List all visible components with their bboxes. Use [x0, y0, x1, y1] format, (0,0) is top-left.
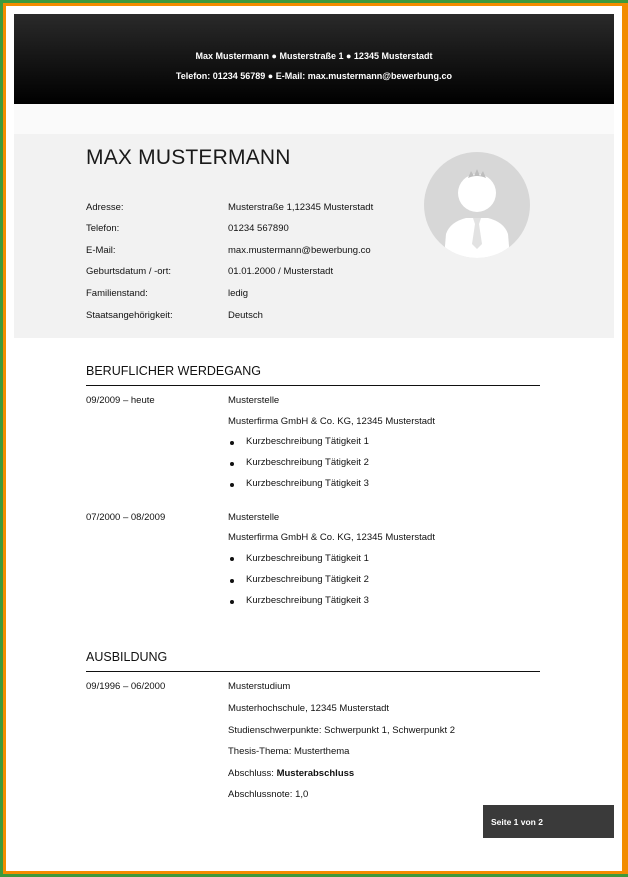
education-entry-1-thesis: Thesis-Thema: Musterthema [228, 746, 350, 757]
career-entry-1-period: 09/2009 – heute [86, 395, 155, 406]
contact-header [14, 14, 614, 104]
bullet-icon [230, 462, 234, 466]
career-section-rule [86, 385, 540, 386]
bullet-icon [230, 579, 234, 583]
page-number-text: Seite 1 von 2 [491, 817, 543, 827]
field-value-birth: 01.01.2000 / Musterstadt [228, 266, 334, 277]
education-entry-1-degree [228, 768, 354, 779]
frame-green-edge-top [0, 0, 628, 3]
career-entry-2-company: Musterfirma GmbH & Co. KG, 12345 Musterstadt [228, 532, 435, 543]
career-entry-2-position: Musterstelle [228, 512, 280, 523]
field-value-address: Musterstraße 1,12345 Musterstadt [228, 202, 374, 213]
bullet-icon [230, 557, 234, 561]
personal-data-section [14, 134, 614, 338]
degree-value: Musterabschluss [276, 768, 355, 779]
career-entry-2-bullet-1: Kurzbeschreibung Tätigkeit 1 [246, 553, 369, 564]
field-label-address: Adresse: [86, 202, 124, 213]
education-entry-1-program: Musterstudium [228, 681, 291, 692]
field-label-marital-status: Familienstand: [86, 288, 148, 299]
education-entry-1-focus: Studienschwerpunkte: Schwerpunkt 1, Schwerpunkt 2 [228, 725, 456, 736]
bullet-icon [230, 441, 234, 445]
career-entry-1-bullet-3: Kurzbeschreibung Tätigkeit 3 [246, 478, 369, 489]
header-contact-line-1: Max Mustermann ● Musterstraße 1 ● 12345 Musterstadt [195, 51, 433, 61]
user-silhouette-icon [424, 152, 530, 258]
career-entry-1-company: Musterfirma GmbH & Co. KG, 12345 Musterstadt [228, 416, 435, 427]
field-label-phone: Telefon: [86, 223, 120, 234]
page-number-badge [483, 805, 614, 838]
applicant-name: MAX MUSTERMANN [86, 146, 291, 169]
career-section-title: BERUFLICHER WERDEGANG [86, 364, 262, 378]
education-section-rule [86, 671, 540, 672]
career-entry-2-period: 07/2000 – 08/2009 [86, 512, 166, 523]
header-contact-line-2: Telefon: 01234 56789 ● E-Mail: max.mustermann@bewerbung.co [175, 71, 453, 81]
bullet-icon [230, 483, 234, 487]
education-entry-1-period: 09/1996 – 06/2000 [86, 681, 166, 692]
field-value-phone: 01234 567890 [228, 223, 289, 234]
career-entry-2-bullet-3: Kurzbeschreibung Tätigkeit 3 [246, 595, 369, 606]
career-entry-2-bullet-2: Kurzbeschreibung Tätigkeit 2 [246, 574, 369, 585]
field-value-nationality: Deutsch [228, 310, 263, 321]
education-entry-1-school: Musterhochschule, 12345 Musterstadt [228, 703, 390, 714]
education-section-title: AUSBILDUNG [86, 650, 168, 664]
field-label-birth: Geburtsdatum / -ort: [86, 266, 172, 277]
bullet-icon [230, 600, 234, 604]
header-spacer [14, 104, 614, 134]
career-entry-1-bullet-1: Kurzbeschreibung Tätigkeit 1 [246, 436, 369, 447]
cv-page [14, 14, 614, 863]
education-entry-1-grade: Abschlussnote: 1,0 [228, 789, 309, 800]
field-label-email: E-Mail: [86, 245, 116, 256]
career-entry-1-position: Musterstelle [228, 395, 280, 406]
frame-green-edge-left [0, 0, 3, 877]
field-value-email: max.mustermann@bewerbung.co [228, 245, 371, 256]
career-entry-1-bullet-2: Kurzbeschreibung Tätigkeit 2 [246, 457, 369, 468]
field-label-nationality: Staatsangehörigkeit: [86, 310, 173, 321]
field-value-marital-status: ledig [228, 288, 249, 299]
profile-photo [424, 152, 530, 258]
degree-label: Abschluss: [228, 768, 277, 779]
